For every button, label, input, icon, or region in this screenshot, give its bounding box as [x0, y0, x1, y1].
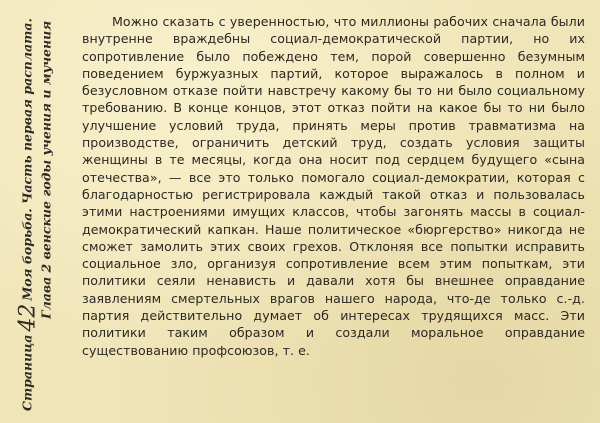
- side-caption: [0, 0, 74, 423]
- side-caption-rotated: [15, 11, 55, 411]
- chapter-title: Глава 2 венские годы учения и мучения: [38, 20, 54, 319]
- page-label: Страница: [19, 334, 35, 411]
- book-part-title: Моя борьба. Часть первая расплата.: [19, 18, 35, 301]
- caption-line-1: [15, 11, 41, 411]
- body-paragraph: Можно сказать с уверенностью, что миллионы рабочих сначала были внутренне враждебны социал-демократической партии, но их сопротивление было побеждено тем, порой совершенно безумным поведением буржуазных партий, которое выражалось в полном и безусловном отказе пойти навстречу какому бы то ни было социальному требованию. В конце концов, этот отказ пойти на какое бы то ни было улучшение условий труда, принять меры против травматизма на производстве, ограничить детский труд, создать условия защиты женщины в те месяцы, когда она носит под сердцем будущего «сына отечества», — все это только помогало социал-демократии, которая с благодарностью регистрировала каждый такой отказ и пользовалась этими настроениями имущих классов, чтобы загонять массы в социал-демократический капкан. Наше политическое «бюргерство» никогда не сможет замолить этих своих грехов. Отклоняя все попытки исправить социальное зло, организуя сопротивление всем этим попыткам, эти политики сеяли ненависть и давали хотя бы внешнее оправдание заявлениям смертельных врагов нашего народа, что-де только с.-д. партия действительно думает об интересах трудящихся масс. Эти политики таким образом и создали моральное оправдание существованию профсоюзов, т. е.: [82, 14, 585, 358]
- page-number: 42: [15, 303, 41, 332]
